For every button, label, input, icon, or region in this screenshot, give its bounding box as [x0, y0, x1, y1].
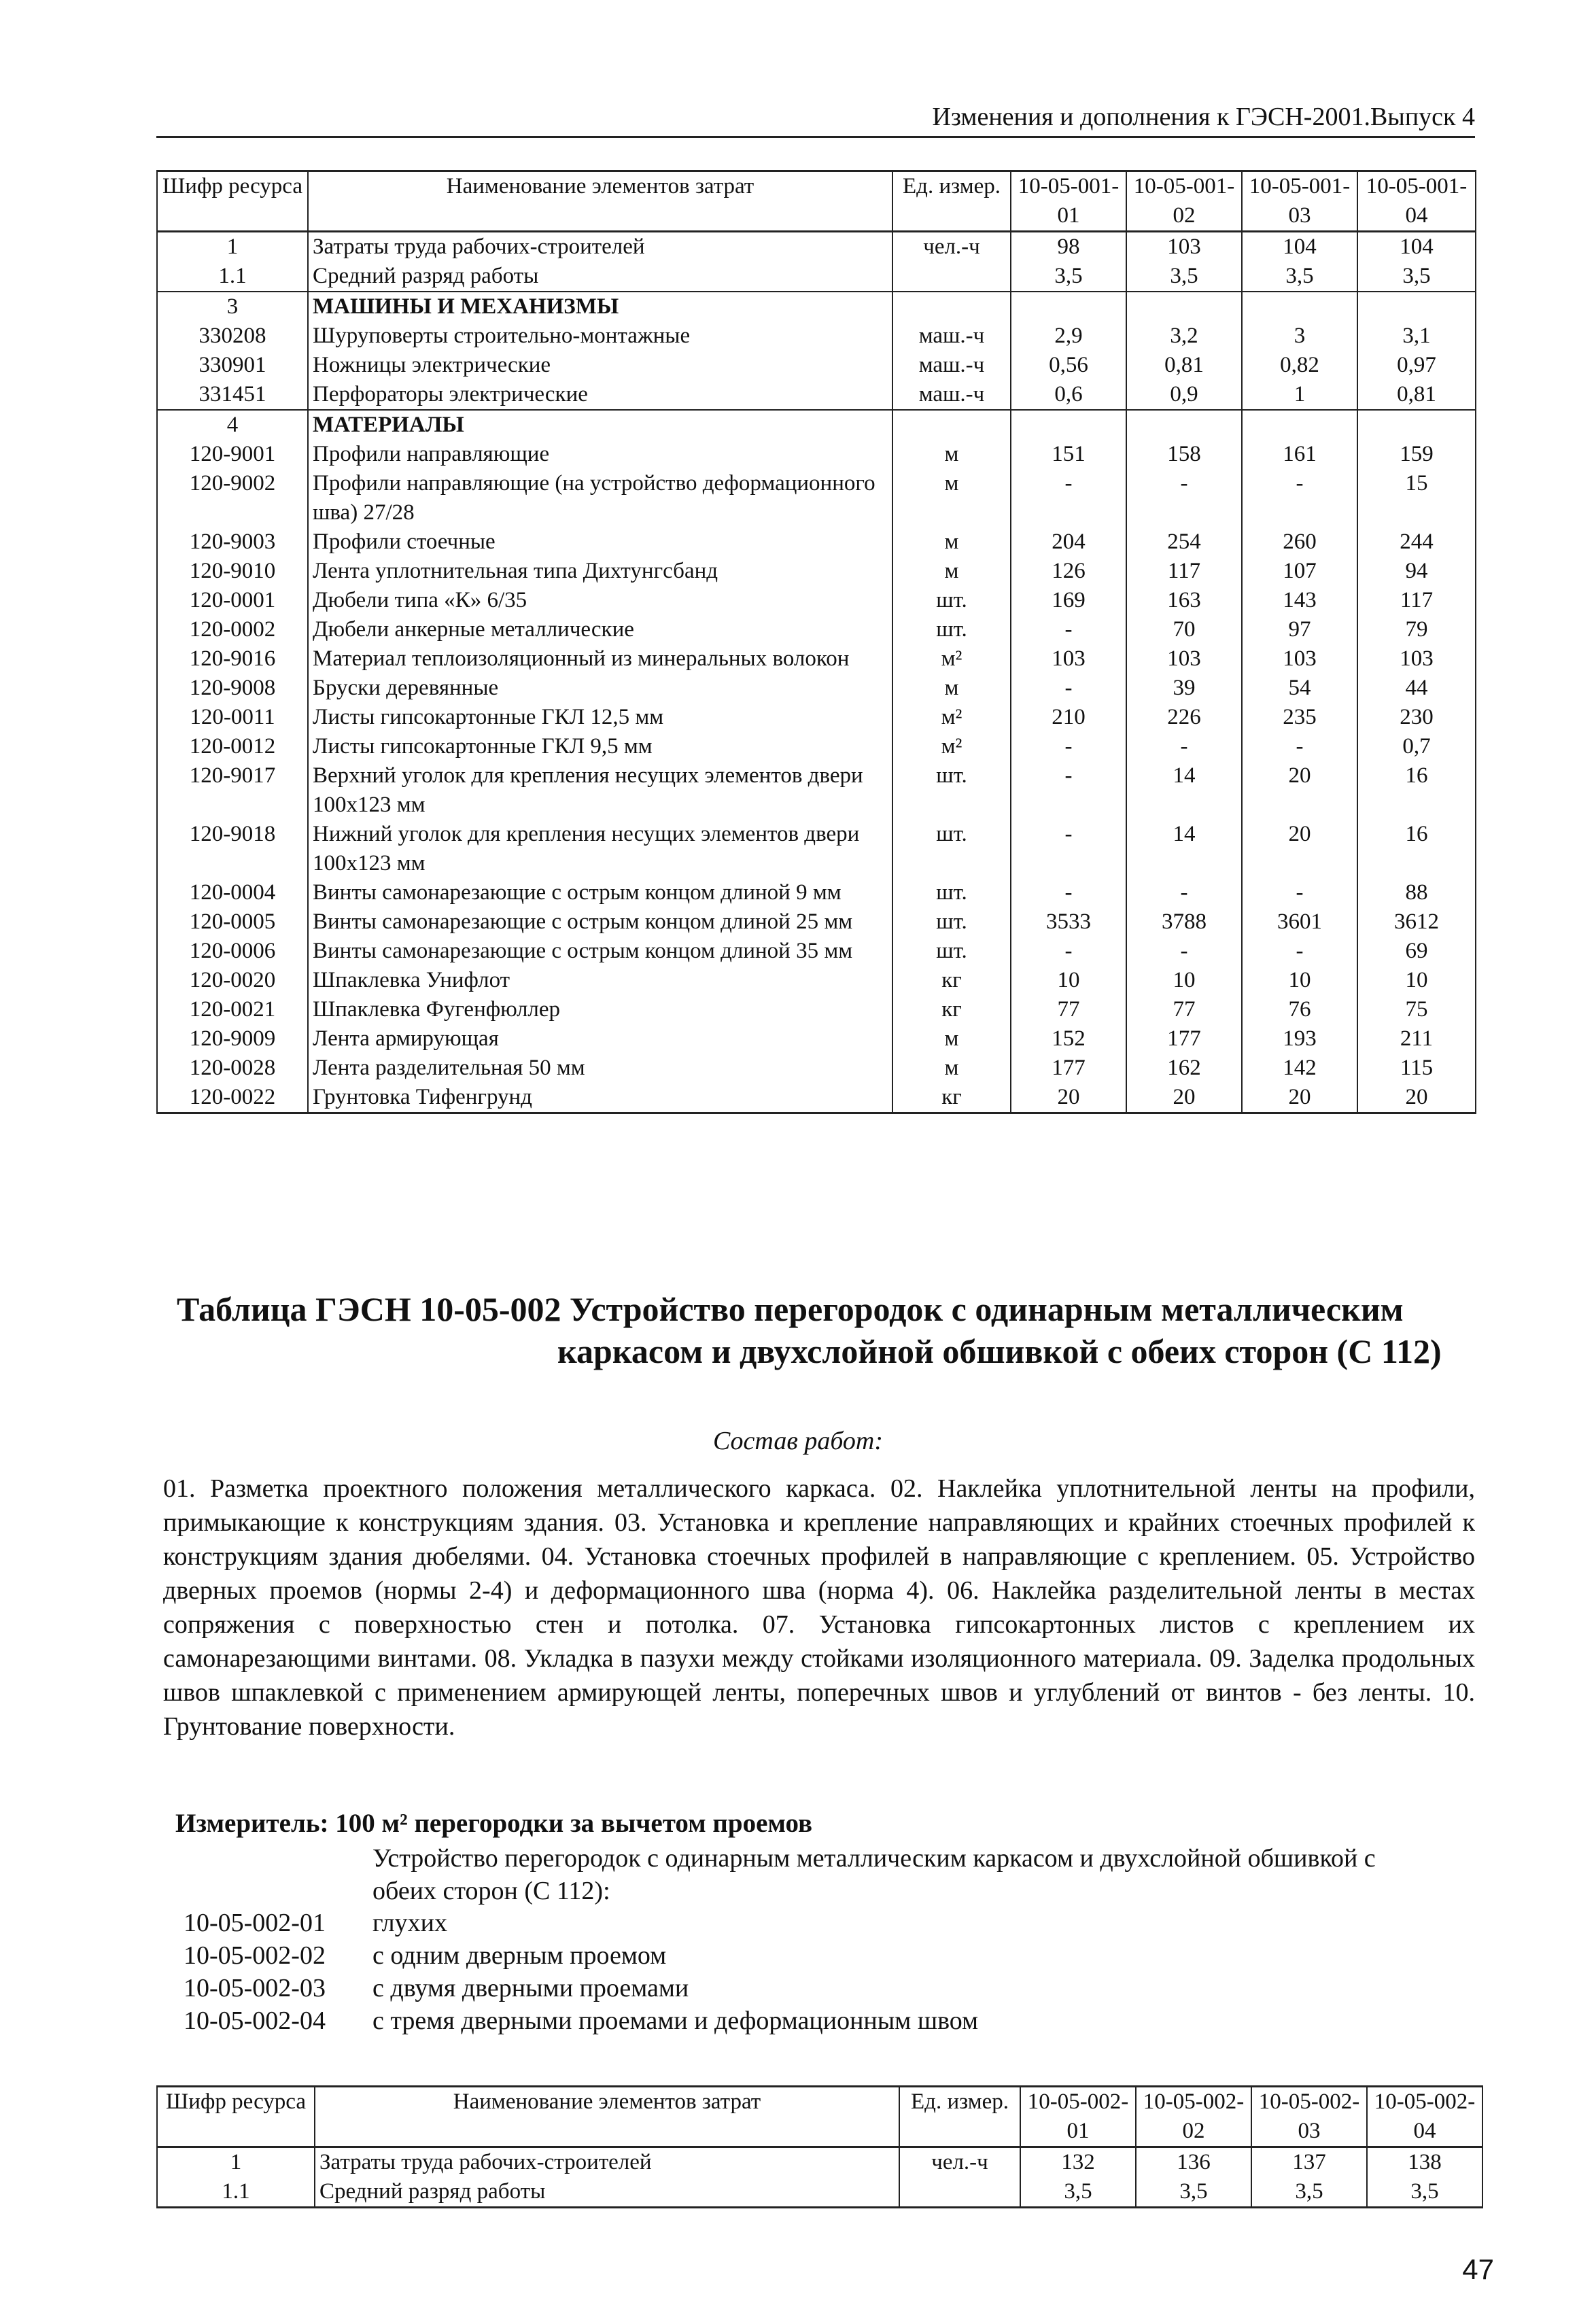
value-cell: 3,5 [1367, 2177, 1482, 2208]
unit-cell: кг [892, 966, 1011, 995]
value-cell: 0,9 [1126, 380, 1242, 410]
value-cell: 14 [1126, 761, 1242, 820]
variant-code: 10-05-002-04 [184, 2007, 326, 2035]
resource-code-cell: 1.1 [157, 262, 308, 292]
value-cell: - [1242, 937, 1357, 966]
unit-cell: м² [892, 703, 1011, 732]
column-header: Шифр ресурса [157, 171, 308, 232]
value-cell: 88 [1357, 878, 1476, 907]
variant-code: 10-05-002-03 [184, 1974, 326, 2002]
value-cell: 54 [1242, 674, 1357, 703]
value-cell: 163 [1126, 586, 1242, 615]
table-row [157, 322, 1476, 351]
resource-code-cell: 120-0001 [157, 586, 308, 615]
cost-element-name-cell: Шуруповерты строительно-монтажные [308, 322, 892, 351]
value-cell: 0,97 [1357, 351, 1476, 380]
value-cell: 16 [1357, 761, 1476, 820]
unit-cell [892, 262, 1011, 292]
cost-element-name-cell: Лента уплотнительная типа Дихтунгсбанд [308, 557, 892, 586]
column-header: 10-05-001-04 [1357, 171, 1476, 232]
value-cell: - [1011, 469, 1126, 527]
resource-code-cell: 120-9018 [157, 820, 308, 878]
value-cell: 10 [1011, 966, 1126, 995]
value-cell: 79 [1357, 615, 1476, 644]
resource-code-cell: 120-9003 [157, 527, 308, 557]
value-cell: - [1011, 732, 1126, 761]
table-row [157, 527, 1476, 557]
resource-code-cell: 120-0011 [157, 703, 308, 732]
unit-cell: кг [892, 1083, 1011, 1113]
variant-item [184, 1972, 689, 2004]
value-cell: 103 [1242, 644, 1357, 674]
resource-code-cell: 120-0005 [157, 907, 308, 937]
table-title [177, 1288, 1468, 1372]
cost-element-name-cell: Средний разряд работы [315, 2177, 899, 2208]
value-cell [1126, 410, 1242, 440]
table-row [157, 615, 1476, 644]
value-cell: 126 [1011, 557, 1126, 586]
column-header: 10-05-001-02 [1126, 171, 1242, 232]
value-cell: 177 [1126, 1024, 1242, 1054]
column-header: 10-05-002-02 [1136, 2087, 1251, 2147]
value-cell: 142 [1242, 1054, 1357, 1083]
column-header: 10-05-002-01 [1020, 2087, 1136, 2147]
value-cell: - [1011, 615, 1126, 644]
cost-element-name-cell: Материал теплоизоляционный из минеральных волокон [308, 644, 892, 674]
value-cell: 20 [1242, 761, 1357, 820]
value-cell: 3601 [1242, 907, 1357, 937]
resource-code-cell: 120-0012 [157, 732, 308, 761]
value-cell: 76 [1242, 995, 1357, 1024]
table-row [157, 644, 1476, 674]
value-cell: 158 [1126, 440, 1242, 469]
variant-item [184, 1939, 666, 1972]
value-cell: 152 [1011, 1024, 1126, 1054]
cost-element-name-cell: Профили стоечные [308, 527, 892, 557]
value-cell: 103 [1126, 644, 1242, 674]
value-cell: 0,81 [1357, 380, 1476, 410]
value-cell: 230 [1357, 703, 1476, 732]
value-cell: - [1126, 937, 1242, 966]
column-header: 10-05-001-01 [1011, 171, 1126, 232]
unit-cell [892, 292, 1011, 322]
cost-element-name-cell: Шпаклевка Унифлот [308, 966, 892, 995]
norms-table-10-05-002 [156, 2085, 1483, 2208]
resource-code-cell: 120-9010 [157, 557, 308, 586]
value-cell [1242, 292, 1357, 322]
unit-cell: маш.-ч [892, 351, 1011, 380]
resource-code-cell: 120-0022 [157, 1083, 308, 1113]
resource-code-cell: 120-9008 [157, 674, 308, 703]
value-cell: 260 [1242, 527, 1357, 557]
value-cell: 0,56 [1011, 351, 1126, 380]
cost-element-name-cell: Дюбели типа «К» 6/35 [308, 586, 892, 615]
value-cell: 16 [1357, 820, 1476, 878]
column-header: 10-05-002-04 [1367, 2087, 1482, 2147]
value-cell: 3,5 [1136, 2177, 1251, 2208]
cost-element-name-cell: Профили направляющие (на устройство деформационного шва) 27/28 [308, 469, 892, 527]
column-header: Ед. измер. [899, 2087, 1020, 2147]
resource-code-cell: 120-0002 [157, 615, 308, 644]
cost-element-name-cell: МАТЕРИАЛЫ [308, 410, 892, 440]
cost-element-name-cell: Верхний уголок для крепления несущих элементов двери 100x123 мм [308, 761, 892, 820]
unit-cell: м² [892, 732, 1011, 761]
cost-element-name-cell: Лента армирующая [308, 1024, 892, 1054]
cost-element-name-cell: Профили направляющие [308, 440, 892, 469]
cost-element-name-cell: Затраты труда рабочих-строителей [315, 2147, 899, 2178]
table-row [157, 995, 1476, 1024]
running-header-text: Изменения и дополнения к ГЭСН-2001.Выпуск 4 [932, 103, 1475, 131]
running-header [156, 95, 1475, 138]
unit-cell: маш.-ч [892, 380, 1011, 410]
value-cell [1357, 410, 1476, 440]
resource-code-cell: 330901 [157, 351, 308, 380]
value-cell: 69 [1357, 937, 1476, 966]
table-row [157, 820, 1476, 878]
value-cell: 161 [1242, 440, 1357, 469]
column-header: Наименование элементов затрат [308, 171, 892, 232]
variant-label: глухих [372, 1909, 447, 1937]
table-row [157, 586, 1476, 615]
value-cell: - [1011, 820, 1126, 878]
value-cell: - [1011, 937, 1126, 966]
unit-cell: м [892, 674, 1011, 703]
value-cell: 20 [1242, 1083, 1357, 1113]
value-cell: 3788 [1126, 907, 1242, 937]
value-cell: 3,5 [1251, 2177, 1367, 2208]
unit-cell: чел.-ч [899, 2147, 1020, 2178]
value-cell: 0,81 [1126, 351, 1242, 380]
value-cell: 226 [1126, 703, 1242, 732]
value-cell: 44 [1357, 674, 1476, 703]
value-cell: 169 [1011, 586, 1126, 615]
column-header: 10-05-002-03 [1251, 2087, 1367, 2147]
table-row [157, 262, 1476, 292]
table-row [157, 232, 1476, 262]
value-cell: 138 [1367, 2147, 1482, 2178]
value-cell: 162 [1126, 1054, 1242, 1083]
value-cell: 77 [1126, 995, 1242, 1024]
cost-element-name-cell: Средний разряд работы [308, 262, 892, 292]
unit-cell: шт. [892, 615, 1011, 644]
value-cell [1011, 292, 1126, 322]
value-cell: 94 [1357, 557, 1476, 586]
cost-element-name-cell: Листы гипсокартонные ГКЛ 9,5 мм [308, 732, 892, 761]
resource-code-cell: 120-9016 [157, 644, 308, 674]
cost-element-name-cell: Листы гипсокартонные ГКЛ 12,5 мм [308, 703, 892, 732]
table-title-line2: каркасом и двухслойной обшивкой с обеих сторон (С 112) [557, 1332, 1442, 1370]
value-cell: 244 [1357, 527, 1476, 557]
table-header-row [157, 171, 1476, 232]
value-cell: 3,2 [1126, 322, 1242, 351]
unit-cell: м² [892, 644, 1011, 674]
resource-code-cell: 120-0006 [157, 937, 308, 966]
cost-element-name-cell: Лента разделительная 50 мм [308, 1054, 892, 1083]
unit-cell [892, 410, 1011, 440]
value-cell: - [1011, 878, 1126, 907]
cost-element-name-cell: МАШИНЫ И МЕХАНИЗМЫ [308, 292, 892, 322]
value-cell: 132 [1020, 2147, 1136, 2178]
section-row [157, 292, 1476, 322]
value-cell: 159 [1357, 440, 1476, 469]
value-cell: 3,5 [1020, 2177, 1136, 2208]
value-cell: - [1011, 761, 1126, 820]
value-cell: 254 [1126, 527, 1242, 557]
value-cell: 3,5 [1357, 262, 1476, 292]
variant-label: с двумя дверными проемами [372, 1974, 689, 2002]
value-cell: 137 [1251, 2147, 1367, 2178]
value-cell: - [1242, 469, 1357, 527]
cost-element-name-cell: Нижний уголок для крепления несущих элементов двери 100x123 мм [308, 820, 892, 878]
section-row [157, 410, 1476, 440]
value-cell: 10 [1357, 966, 1476, 995]
value-cell: 20 [1242, 820, 1357, 878]
column-header: Ед. измер. [892, 171, 1011, 232]
value-cell [1126, 292, 1242, 322]
unit-cell: м [892, 557, 1011, 586]
table-row [157, 732, 1476, 761]
value-cell: 39 [1126, 674, 1242, 703]
unit-cell: м [892, 1054, 1011, 1083]
resource-code-cell: 120-9001 [157, 440, 308, 469]
value-cell: 20 [1357, 1083, 1476, 1113]
unit-cell: м [892, 469, 1011, 527]
resource-code-cell: 1 [157, 2147, 315, 2178]
table-row [157, 966, 1476, 995]
table-row [157, 557, 1476, 586]
value-cell: 104 [1357, 232, 1476, 262]
table-row [157, 2177, 1482, 2208]
value-cell: 3,5 [1242, 262, 1357, 292]
cost-element-name-cell: Перфораторы электрические [308, 380, 892, 410]
column-header: 10-05-001-03 [1242, 171, 1357, 232]
page-number: 47 [1462, 2253, 1494, 2285]
cost-element-name-cell: Дюбели анкерные металлические [308, 615, 892, 644]
value-cell: - [1011, 674, 1126, 703]
value-cell: 210 [1011, 703, 1126, 732]
table-row [157, 351, 1476, 380]
value-cell: 77 [1011, 995, 1126, 1024]
value-cell: 104 [1242, 232, 1357, 262]
composition-label: Состав работ: [712, 1427, 884, 1455]
cost-element-name-cell: Ножницы электрические [308, 351, 892, 380]
unit-cell: м [892, 1024, 1011, 1054]
resource-code-cell: 120-9009 [157, 1024, 308, 1054]
resource-code-cell: 120-9017 [157, 761, 308, 820]
unit-cell: шт. [892, 937, 1011, 966]
table-row [157, 440, 1476, 469]
unit-cell: маш.-ч [892, 322, 1011, 351]
value-cell: 151 [1011, 440, 1126, 469]
value-cell: 0,82 [1242, 351, 1357, 380]
value-cell: 3,1 [1357, 322, 1476, 351]
value-cell: 3,5 [1011, 262, 1126, 292]
value-cell: 117 [1126, 557, 1242, 586]
value-cell: 103 [1126, 232, 1242, 262]
value-cell: 2,9 [1011, 322, 1126, 351]
value-cell: 235 [1242, 703, 1357, 732]
table-row [157, 878, 1476, 907]
cost-element-name-cell: Винты самонарезающие с острым концом длиной 35 мм [308, 937, 892, 966]
table-row [157, 2147, 1482, 2178]
value-cell: 143 [1242, 586, 1357, 615]
cost-element-name-cell: Винты самонарезающие с острым концом длиной 9 мм [308, 878, 892, 907]
table-row [157, 761, 1476, 820]
cost-element-name-cell: Бруски деревянные [308, 674, 892, 703]
table-title-line1: Таблица ГЭСН 10-05-002 Устройство перегородок с одинарным металлическим [177, 1290, 1404, 1328]
value-cell: 15 [1357, 469, 1476, 527]
table-row [157, 469, 1476, 527]
cost-element-name-cell: Винты самонарезающие с острым концом длиной 25 мм [308, 907, 892, 937]
table-row [157, 380, 1476, 410]
value-cell [1357, 292, 1476, 322]
cost-element-name-cell: Грунтовка Тифенгрунд [308, 1083, 892, 1113]
table-row [157, 907, 1476, 937]
resource-code-cell: 120-0028 [157, 1054, 308, 1083]
unit-cell: шт. [892, 586, 1011, 615]
value-cell [1242, 410, 1357, 440]
column-header: Шифр ресурса [157, 2087, 315, 2147]
resource-code-cell: 1.1 [157, 2177, 315, 2208]
unit-cell: м [892, 527, 1011, 557]
value-cell: 136 [1136, 2147, 1251, 2178]
value-cell: 3 [1242, 322, 1357, 351]
table-header-row [157, 2087, 1482, 2147]
value-cell: - [1242, 732, 1357, 761]
cost-element-name-cell: Шпаклевка Фугенфюллер [308, 995, 892, 1024]
meter: Измеритель: 100 м² перегородки за вычетом проемов [175, 1809, 813, 1838]
value-cell: 3533 [1011, 907, 1126, 937]
value-cell: - [1126, 469, 1242, 527]
value-cell: 3,5 [1126, 262, 1242, 292]
variant-label: с тремя дверными проемами и деформационным швом [372, 2007, 979, 2035]
value-cell: 103 [1011, 644, 1126, 674]
resource-code-cell: 1 [157, 232, 308, 262]
value-cell: 20 [1011, 1083, 1126, 1113]
value-cell: 117 [1357, 586, 1476, 615]
value-cell: 20 [1126, 1083, 1242, 1113]
resource-code-cell: 4 [157, 410, 308, 440]
value-cell: 10 [1242, 966, 1357, 995]
value-cell: 70 [1126, 615, 1242, 644]
resource-code-cell: 120-9002 [157, 469, 308, 527]
value-cell: 177 [1011, 1054, 1126, 1083]
column-header: Наименование элементов затрат [315, 2087, 899, 2147]
value-cell: 98 [1011, 232, 1126, 262]
value-cell: 97 [1242, 615, 1357, 644]
variants-heading: Устройство перегородок с одинарным металлическим каркасом и двухслойной обшивкой с обеих сторон (С 112): [372, 1844, 1376, 1905]
value-cell: 211 [1357, 1024, 1476, 1054]
value-cell: 3612 [1357, 907, 1476, 937]
value-cell: 10 [1126, 966, 1242, 995]
variant-code: 10-05-002-02 [184, 1941, 326, 1970]
resource-code-cell: 330208 [157, 322, 308, 351]
variant-item [184, 1907, 447, 1939]
norms-table-10-05-001 [156, 170, 1476, 1114]
unit-cell: шт. [892, 907, 1011, 937]
table-row [157, 703, 1476, 732]
table-row [157, 1024, 1476, 1054]
value-cell: 14 [1126, 820, 1242, 878]
value-cell: 0,6 [1011, 380, 1126, 410]
value-cell: 1 [1242, 380, 1357, 410]
unit-cell: шт. [892, 878, 1011, 907]
value-cell [1011, 410, 1126, 440]
unit-cell: шт. [892, 820, 1011, 878]
value-cell: 103 [1357, 644, 1476, 674]
value-cell: - [1242, 878, 1357, 907]
unit-cell: чел.-ч [892, 232, 1011, 262]
unit-cell [899, 2177, 1020, 2208]
variant-code: 10-05-002-01 [184, 1909, 326, 1937]
table-row [157, 674, 1476, 703]
cost-element-name-cell: Затраты труда рабочих-строителей [308, 232, 892, 262]
resource-code-cell: 120-0021 [157, 995, 308, 1024]
value-cell: 193 [1242, 1024, 1357, 1054]
unit-cell: кг [892, 995, 1011, 1024]
value-cell: 115 [1357, 1054, 1476, 1083]
resource-code-cell: 331451 [157, 380, 308, 410]
resource-code-cell: 120-0020 [157, 966, 308, 995]
value-cell: 0,7 [1357, 732, 1476, 761]
table-row [157, 937, 1476, 966]
table-row [157, 1083, 1476, 1113]
value-cell: - [1126, 878, 1242, 907]
unit-cell: шт. [892, 761, 1011, 820]
variant-item [184, 2004, 978, 2037]
resource-code-cell: 120-0004 [157, 878, 308, 907]
composition-text: 01. Разметка проектного положения металлического каркаса. 02. Наклейка уплотнительной ленты на профили, примыкающие к конструкциям здания. 03. Установка и крепление направляющих и крайних стоечных профилей к конструкциям здания дюбелями. 04. Установка стоечных профилей в направляющие с креплением. 05. Устройство дверных проемов (нормы 2-4) и деформационного шва (норма 4). 06. Наклейка разделительной ленты в местах сопряжения с поверхностью стен и потолка. 07. Установка гипсокартонных листов с креплением их самонарезающими винтами. 08. Укладка в пазухи между стойками изоляционного материала. 09. Заделка продольных швов шпаклевкой с применением армирующей ленты, поперечных швов и углублений от винтов - без ленты. 10. Грунтование поверхности. [163, 1474, 1475, 1741]
value-cell: - [1126, 732, 1242, 761]
variant-label: с одним дверным проемом [372, 1941, 667, 1970]
table-row [157, 1054, 1476, 1083]
resource-code-cell: 3 [157, 292, 308, 322]
value-cell: 204 [1011, 527, 1126, 557]
unit-cell: м [892, 440, 1011, 469]
value-cell: 107 [1242, 557, 1357, 586]
value-cell: 75 [1357, 995, 1476, 1024]
